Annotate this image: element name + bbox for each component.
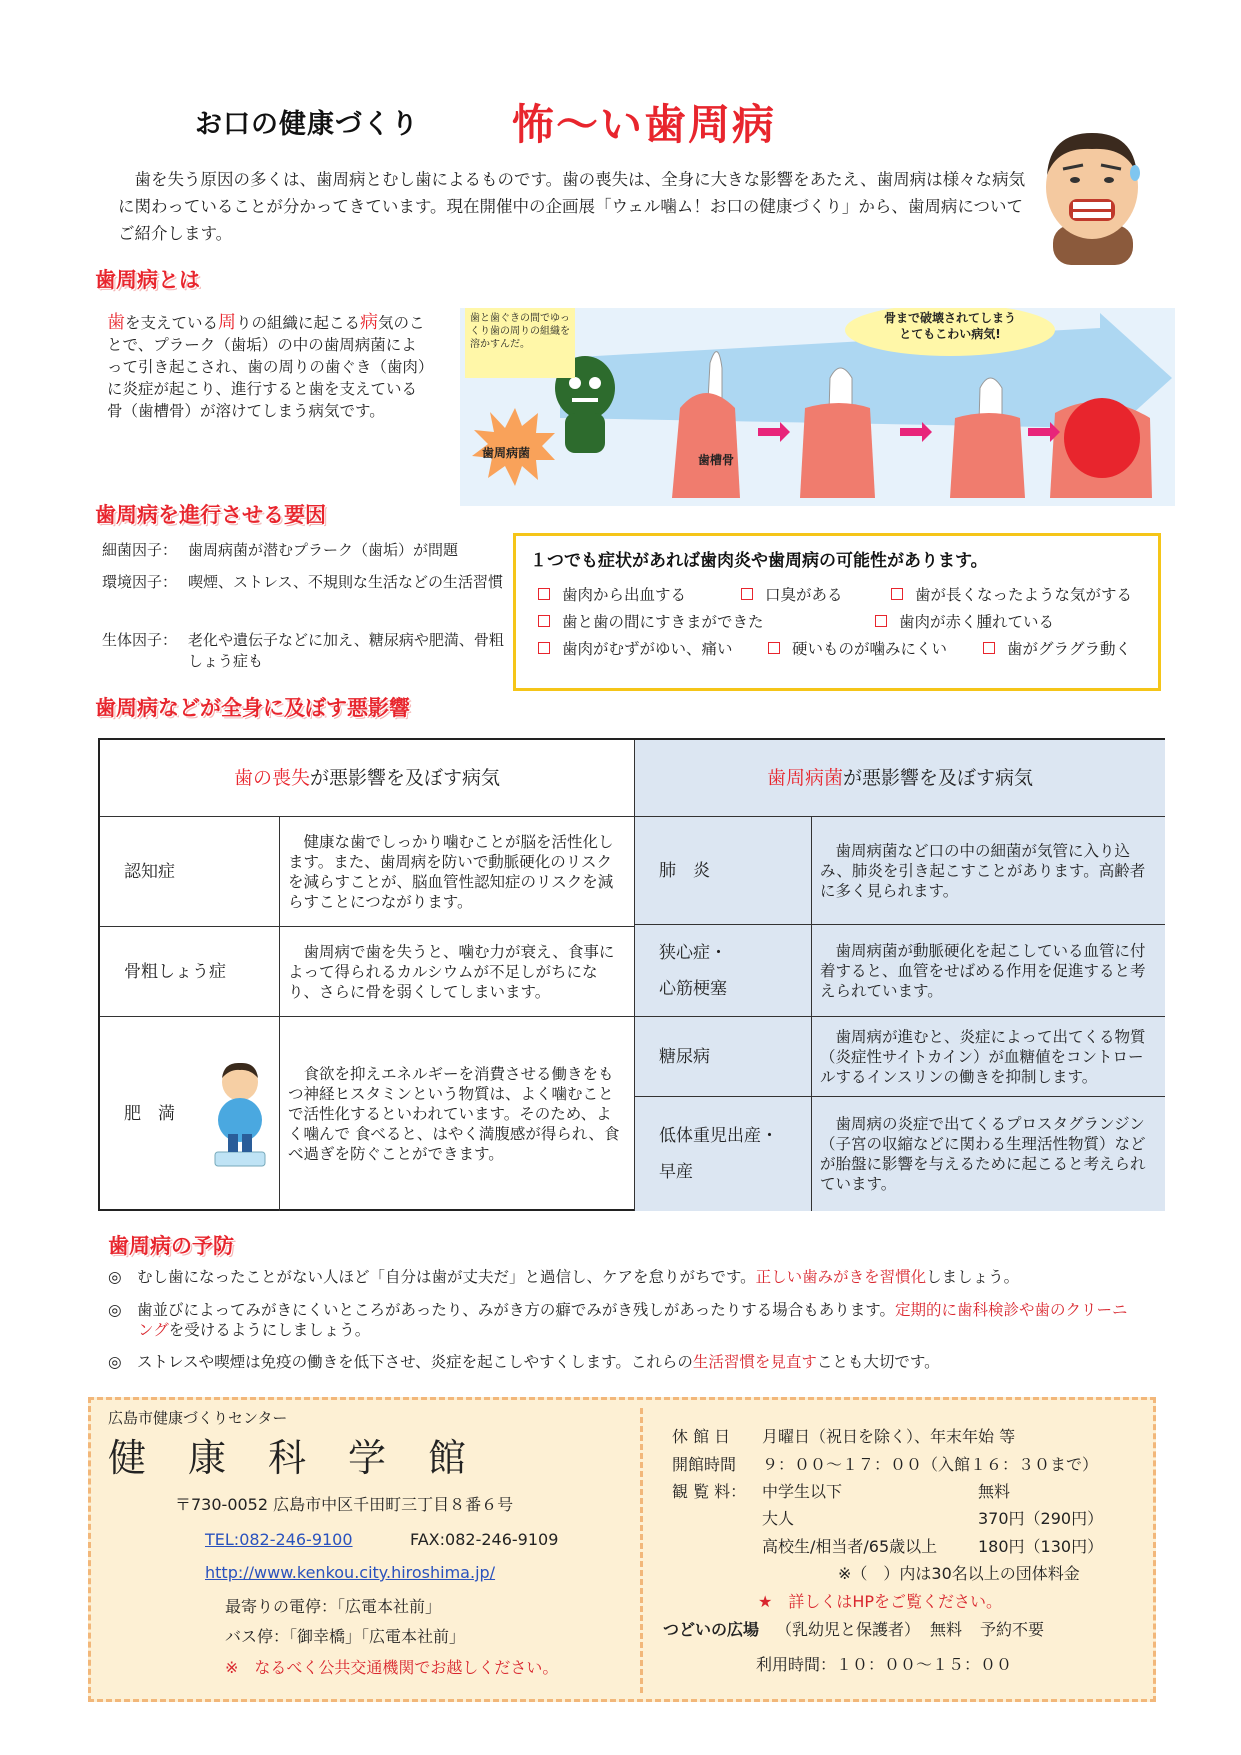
child-on-scale-illustration: [210, 1060, 270, 1170]
definition-char-around: 周: [218, 312, 237, 333]
desc-diabetes: [812, 1017, 1165, 1097]
disease-obesity: 肥 満: [100, 1017, 280, 1211]
facility-address: 〒730-0052 広島市中区千田町三丁目８番６号: [175, 1495, 514, 1514]
symptom-item[interactable]: [983, 637, 1131, 659]
checkbox-icon[interactable]: [875, 615, 887, 627]
closed-days-value: 月曜日（祝日を除く）、年末年始 等: [762, 1427, 1016, 1446]
symptom-label: 歯肉がむずがゆい、痛い: [562, 640, 733, 658]
danger-line-1: 骨まで破壊されてしまう: [883, 311, 1016, 325]
disease-dementia: 認知症: [100, 817, 280, 927]
periodontal-definition: [107, 312, 432, 422]
section-heading-periodontal: 歯周病とは: [95, 268, 200, 292]
desc-text: 歯周病が進むと、炎症によって出てくる物質（炎症性サイトカイン）が血糖値をコントロールするインスリンの働きを抑制します。: [820, 1027, 1146, 1086]
definition-char-tooth: 歯: [107, 312, 125, 333]
symptom-label: 硬いものが噛みにくい: [792, 640, 948, 658]
symptom-item[interactable]: [538, 637, 733, 659]
plaza-reservation: 予約不要: [980, 1620, 1045, 1639]
disease-diabetes: 糖尿病: [635, 1017, 812, 1097]
checkbox-icon[interactable]: [983, 642, 995, 654]
factor-value: 老化や遺伝子などに加え、糖尿病や肥満、骨粗しょう症も: [188, 631, 504, 670]
desc-low-birth-weight: [812, 1097, 1165, 1211]
prevention-text: むし歯になったことがない人ほど「自分は歯が丈夫だ」と過信し、ケアを怠りがちです。: [137, 1268, 756, 1286]
prevention-item: [108, 1300, 1138, 1340]
page-subtitle: お口の健康づくり: [195, 109, 419, 140]
header-text: が悪影響を及ぼす病気: [310, 767, 501, 789]
factor-biological: [102, 630, 508, 672]
header-highlight: 歯の喪失: [233, 767, 310, 789]
nearest-tram-stop: 最寄りの電停：「広電本社前」: [225, 1597, 442, 1616]
header-highlight: 歯周病菌: [766, 767, 843, 789]
symptom-checklist-title: １つでも症状があれば歯肉炎や歯周病の可能性があります。: [530, 551, 988, 571]
prevention-text: ストレスや喫煙は免疫の働きを低下させ、炎症を起こしやすくします。これらの: [137, 1353, 693, 1371]
plaza-hours: 利用時間：１０：００～１５：００: [756, 1655, 1013, 1674]
table-header-tooth-loss: [100, 740, 635, 817]
symptom-row: [528, 610, 1146, 637]
prevention-text: 歯並びによってみがきにくいところがあったり、みがき方の癖でみがき残しがあったりする場合もあります。: [137, 1301, 896, 1319]
definition-text: りの組織に起こる: [236, 314, 361, 332]
desc-dementia: [280, 817, 635, 927]
prevention-highlight: 生活習慣を見直す: [692, 1353, 817, 1371]
plaza-fee: 無料: [930, 1620, 963, 1639]
bullet-icon: ◎: [108, 1353, 122, 1371]
checkbox-icon[interactable]: [891, 588, 903, 600]
page-title: 怖～い歯周病: [512, 100, 777, 149]
intro-paragraph: 歯を失う原因の多くは、歯周病とむし歯によるものです。歯の喪失は、全身に大きな影響をあたえ、歯周病は様々な病気に関わっていることが分かってきています。現在開催中の企画展「ウェル噛ム！お口の健康づくり」から、歯周病についてご紹介します。: [118, 170, 1026, 243]
closed-days-label: 休 館 日: [672, 1427, 731, 1446]
disease-angina-mi: [635, 925, 812, 1017]
bullet-icon: ◎: [108, 1268, 122, 1286]
checkbox-icon[interactable]: [538, 615, 550, 627]
symptom-row: [528, 637, 1146, 664]
factor-value: 喫煙、ストレス、不規則な生活などの生活習慣: [188, 573, 504, 591]
symptom-label: 歯肉から出血する: [562, 586, 687, 604]
bullet-icon: ◎: [108, 1301, 122, 1319]
website-link[interactable]: http://www.kenkou.city.hiroshima.jp/: [205, 1563, 496, 1582]
hp-note: ★ 詳しくはHPをご覧ください。: [758, 1592, 1003, 1611]
fee-who: 高校生/相当者/65歳以上: [762, 1537, 938, 1556]
disease-pneumonia: 肺 炎: [635, 817, 812, 925]
checkbox-icon[interactable]: [538, 588, 550, 600]
symptom-item[interactable]: [741, 583, 843, 605]
symptom-item[interactable]: [875, 610, 1054, 632]
section-heading-systemic-effects: 歯周病などが全身に及ぼす悪影響: [95, 696, 410, 720]
desc-obesity: [280, 1017, 635, 1211]
table-header-bacteria: [635, 740, 1165, 817]
symptom-label: 歯がグラグラ動く: [1007, 640, 1132, 658]
hours-label: 開館時間: [672, 1455, 737, 1474]
desc-text: 歯周病菌が動脈硬化を起こしている血管に付着すると、血管をせばめる作用を促進すると考えられています。: [820, 941, 1146, 1000]
danger-line-2: とてもこわい病気!: [899, 327, 1001, 341]
symptom-label: 歯と歯の間にすきまができた: [562, 613, 764, 631]
fee-price: 無料: [978, 1482, 1011, 1501]
bacteria-label: 歯周病菌: [482, 446, 531, 460]
prevention-item: [108, 1267, 1138, 1287]
disease-osteoporosis: 骨粗しょう症: [100, 927, 280, 1017]
symptom-row: [528, 583, 1146, 610]
disease-line-2: 心筋梗塞: [659, 978, 727, 999]
fee-label: 観 覧 料：: [672, 1482, 747, 1501]
fax-number: FAX:082-246-9109: [410, 1530, 559, 1549]
section-heading-factors: 歯周病を進行させる要因: [95, 503, 326, 527]
footer-divider: [640, 1408, 643, 1693]
disease-line-2: 早産: [659, 1162, 693, 1182]
alveolar-bone-label: 歯槽骨: [698, 453, 735, 467]
fee-who: 大人: [762, 1509, 795, 1528]
symptom-item[interactable]: [538, 610, 764, 632]
checkbox-icon[interactable]: [538, 642, 550, 654]
transit-note: ※ なるべく公共交通機関でお越しください。: [225, 1658, 559, 1677]
factor-label: 生体因子：: [102, 631, 178, 649]
checkbox-icon[interactable]: [768, 642, 780, 654]
definition-text: を支えている: [125, 314, 219, 332]
symptom-item[interactable]: [538, 583, 686, 605]
fee-who: 中学生以下: [762, 1482, 843, 1501]
factor-label: 環境因子：: [102, 573, 178, 591]
symptom-label: 歯が長くなったような気がする: [915, 586, 1133, 604]
plaza-label: つどいの広場: [663, 1620, 760, 1639]
hours-value: ９：００～１７：００（入館１６：３０まで）: [762, 1455, 1099, 1474]
group-fee-note: ※（ ）内は30名以上の団体料金: [838, 1564, 1080, 1583]
facility-name: 健 康 科 学 館: [108, 1436, 469, 1480]
prevention-text: を受けるようにしましょう。: [168, 1321, 371, 1339]
bacteria-speech-bubble: 歯と歯ぐきの間でゆっくり歯の周りの組織を溶かすんだ。: [470, 313, 570, 350]
prevention-highlight: 正しい歯みがきを習慣化: [755, 1268, 927, 1286]
symptom-label: 歯肉が赤く腫れている: [899, 613, 1055, 631]
desc-text: 歯周病で歯を失うと、噛む力が衰え、食事によって得られるカルシウムが不足しがちになり、さらに骨を弱くしてしまいます。: [288, 942, 615, 1001]
desc-osteoporosis: [280, 927, 635, 1017]
factor-environment: [102, 572, 508, 593]
definition-char-disease: 病: [360, 312, 379, 333]
symptom-checklist-box: [513, 533, 1161, 691]
desc-text: 歯周病の炎症で出てくるプロスタグランジン（子宮の収縮などに関わる生理活性物質）などが胎盤に影響を与えるために起こると考えられています。: [820, 1115, 1146, 1193]
plaza-target: （乳幼児と保護者）: [776, 1620, 921, 1639]
factor-label: 細菌因子：: [102, 541, 178, 559]
periodontal-progression-diagram: [460, 308, 1175, 506]
disease-low-birth-weight: [635, 1097, 812, 1211]
disease-line-1: 低体重児出産・: [659, 1126, 778, 1146]
bus-stop: バス停：「御幸橋」「広電本社前」: [225, 1627, 466, 1646]
worried-man-illustration: [1035, 125, 1150, 265]
desc-text: 健康な歯でしっかり噛むことが脳を活性化します。また、歯周病を防いで動脈硬化のリスクを減らすことが、脳血管性認知症のリスクを減らすことにつながります。: [288, 832, 614, 911]
prevention-text: ことも大切です。: [816, 1353, 940, 1371]
header-text: が悪影響を及ぼす病気: [843, 767, 1034, 789]
prevention-highlight: 定期的に歯科検診や歯のクリーニング: [138, 1301, 1128, 1339]
definition-text: 気のことで、プラーク（歯垢）の中の歯周病菌によって引き起こされ、歯の周りの歯ぐき（歯肉）に炎症が起こり、進行すると歯を支えている骨（歯槽骨）が溶けてしまう病気です。: [107, 314, 426, 420]
checkbox-icon[interactable]: [741, 588, 753, 600]
organization-name: 広島市健康づくりセンター: [108, 1409, 288, 1427]
prevention-item: [108, 1352, 1138, 1372]
tel-link[interactable]: TEL:082-246-9100: [205, 1530, 353, 1549]
factor-value: 歯周病菌が潜むプラーク（歯垢）が問題: [188, 541, 459, 559]
disease-line-1: 狭心症・: [659, 942, 727, 963]
desc-pneumonia: [812, 817, 1165, 925]
symptom-item[interactable]: [768, 637, 947, 659]
symptom-label: 口臭がある: [765, 586, 843, 604]
desc-text: 食欲を抑えエネルギーを消費させる働きをもつ神経ヒスタミンという物質は、よく噛むことで活性化するといわれています。そのため、よく噛んで 食べると、はやく満腹感が得られ、食べ過ぎを防ぐことができます。: [288, 1065, 620, 1163]
danger-speech-bubble: [860, 310, 1040, 342]
fee-price: 180円（130円）: [978, 1537, 1104, 1556]
prevention-text: しましょう。: [926, 1268, 1020, 1286]
desc-angina-mi: [812, 925, 1165, 1017]
section-heading-prevention: 歯周病の予防: [108, 1234, 234, 1258]
systemic-effects-table: [98, 738, 1165, 1211]
factor-bacterial: [102, 540, 508, 561]
fee-price: 370円（290円）: [978, 1509, 1104, 1528]
desc-text: 歯周病菌など口の中の細菌が気管に入り込み、肺炎を引き起こすことがあります。高齢者に多く見られます。: [820, 841, 1146, 900]
symptom-item[interactable]: [891, 583, 1132, 605]
